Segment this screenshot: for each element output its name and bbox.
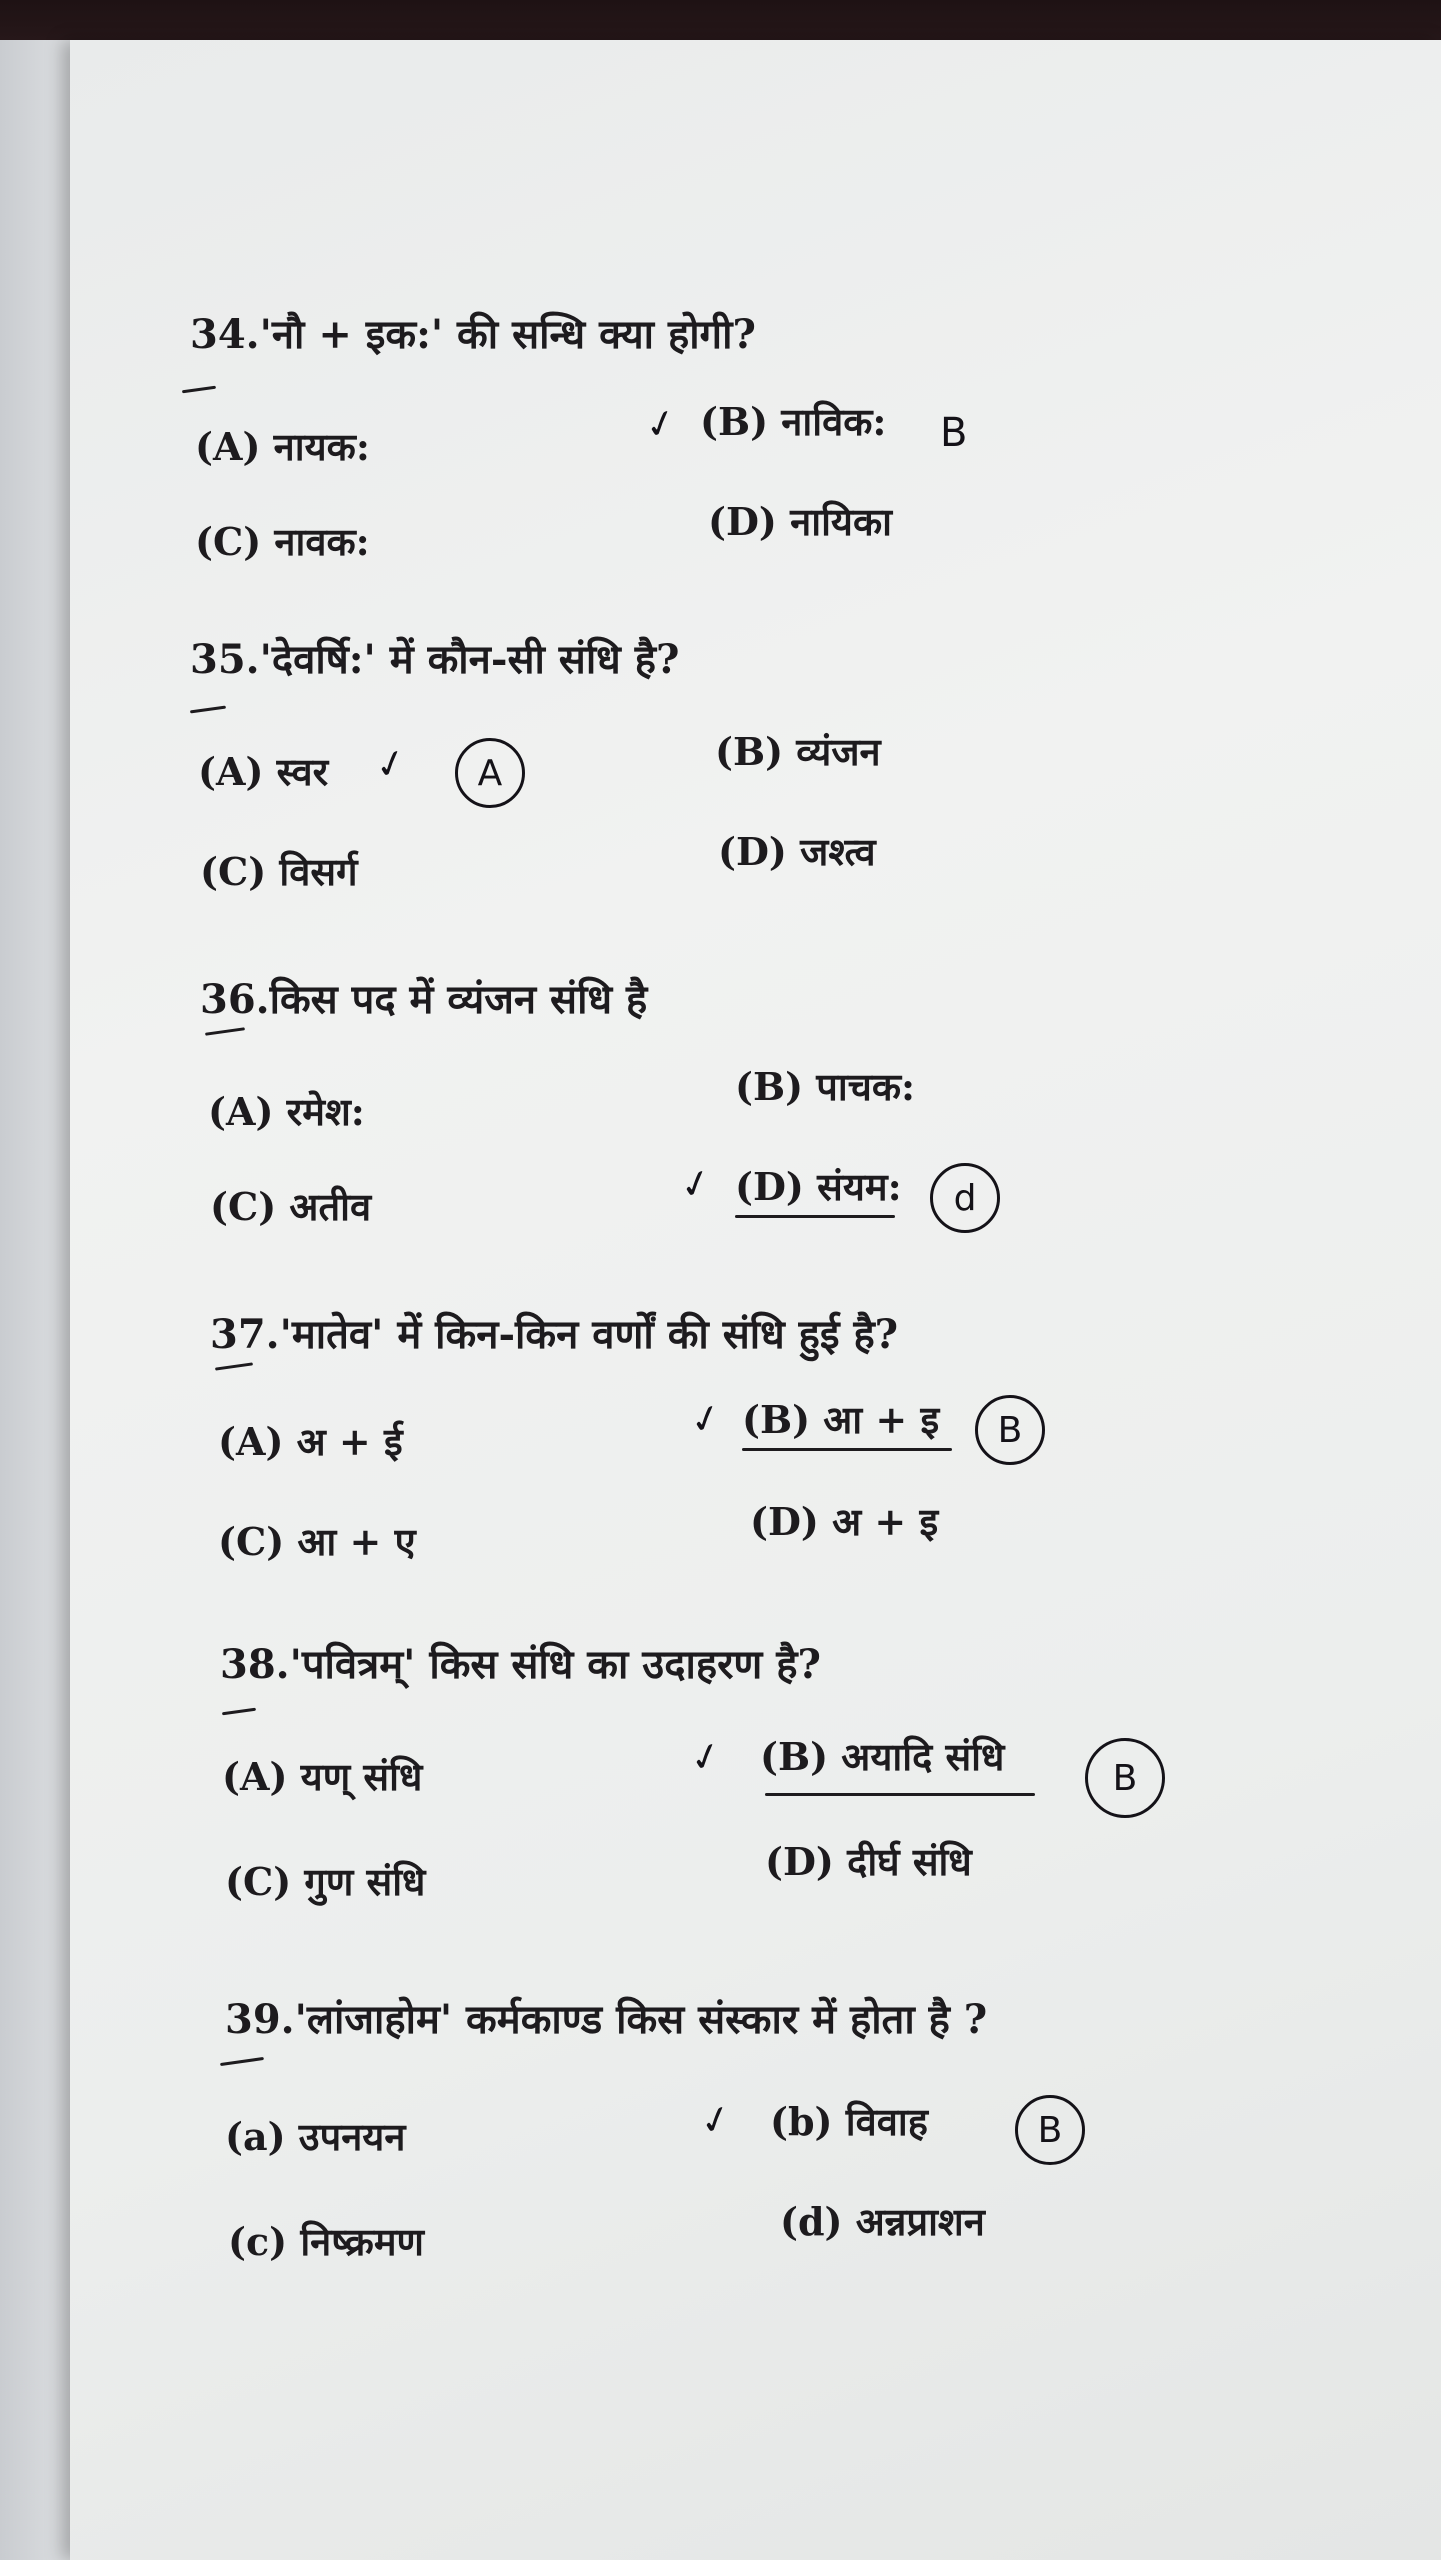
question-34-stem: 34.'नौ + इक:' की सन्धि क्या होगी? xyxy=(190,311,756,358)
q34-option-c: (C) नावक: xyxy=(195,519,370,564)
q38-option-b: (B) अयादि संधि xyxy=(760,1734,1005,1779)
q34-check-icon: ✓ xyxy=(639,398,682,450)
question-36-stem: 36.किस पद में व्यंजन संधि है xyxy=(200,976,648,1023)
q36-option-d-underline xyxy=(735,1215,895,1218)
q39-check-icon: ✓ xyxy=(694,2094,737,2146)
q38-option-b-underline xyxy=(765,1793,1035,1796)
q35-option-a: (A) स्वर xyxy=(198,749,329,794)
question-38-stem: 38.'पवित्रम्' किस संधि का उदाहरण है? xyxy=(220,1641,821,1688)
q37-check-icon: ✓ xyxy=(684,1393,727,1445)
q37-option-c: (C) आ + ए xyxy=(218,1519,416,1564)
q36-option-b: (B) पाचक: xyxy=(735,1064,916,1109)
q35-answer-circle: A xyxy=(455,738,525,808)
q36-option-a: (A) रमेश: xyxy=(208,1089,365,1134)
q39-option-b: (b) विवाह xyxy=(770,2099,928,2144)
q37-option-b: (B) आ + इ xyxy=(742,1397,940,1442)
q36-answer-circle: d xyxy=(930,1163,1000,1233)
q34-option-a: (A) नायक: xyxy=(195,424,370,469)
q39-option-a: (a) उपनयन xyxy=(225,2114,406,2159)
q35-option-d: (D) जश्त्व xyxy=(718,829,876,874)
q37-option-a: (A) अ + ई xyxy=(218,1419,403,1464)
q35-option-b: (B) व्यंजन xyxy=(715,729,881,774)
q37-option-b-underline xyxy=(742,1448,952,1451)
q36-option-d: (D) संयम: xyxy=(735,1164,902,1209)
q39-option-d: (d) अन्नप्राशन xyxy=(780,2199,985,2244)
q38-check-icon: ✓ xyxy=(684,1731,727,1783)
question-37-stem: 37.'मातेव' में किन-किन वर्णों की संधि हुई है? xyxy=(210,1311,899,1358)
q35-option-c: (C) विसर्ग xyxy=(200,849,358,894)
question-35-stem: 35.'देवर्षि:' में कौन-सी संधि है? xyxy=(190,636,680,683)
q37-option-d: (D) अ + इ xyxy=(750,1499,939,1544)
q38-option-c: (C) गुण संधि xyxy=(225,1859,426,1904)
q34-option-b: (B) नाविक: xyxy=(700,399,887,444)
q34-option-d: (D) नायिका xyxy=(708,499,892,544)
q39-answer-circle: B xyxy=(1015,2095,1085,2165)
q39-option-c: (c) निष्क्रमण xyxy=(228,2219,425,2264)
q38-option-d: (D) दीर्घ संधि xyxy=(765,1839,972,1884)
q34-answer-mark: B xyxy=(940,410,968,456)
q37-answer-circle: B xyxy=(975,1395,1045,1465)
q35-check-icon: ✓ xyxy=(369,738,412,790)
question-39-stem: 39.'लांजाहोम' कर्मकाण्ड किस संस्कार में होता है ? xyxy=(225,1996,988,2043)
q38-option-a: (A) यण् संधि xyxy=(222,1754,423,1799)
q36-check-icon: ✓ xyxy=(674,1158,717,1210)
q38-answer-circle: B xyxy=(1085,1738,1165,1818)
q36-option-c: (C) अतीव xyxy=(210,1184,372,1229)
